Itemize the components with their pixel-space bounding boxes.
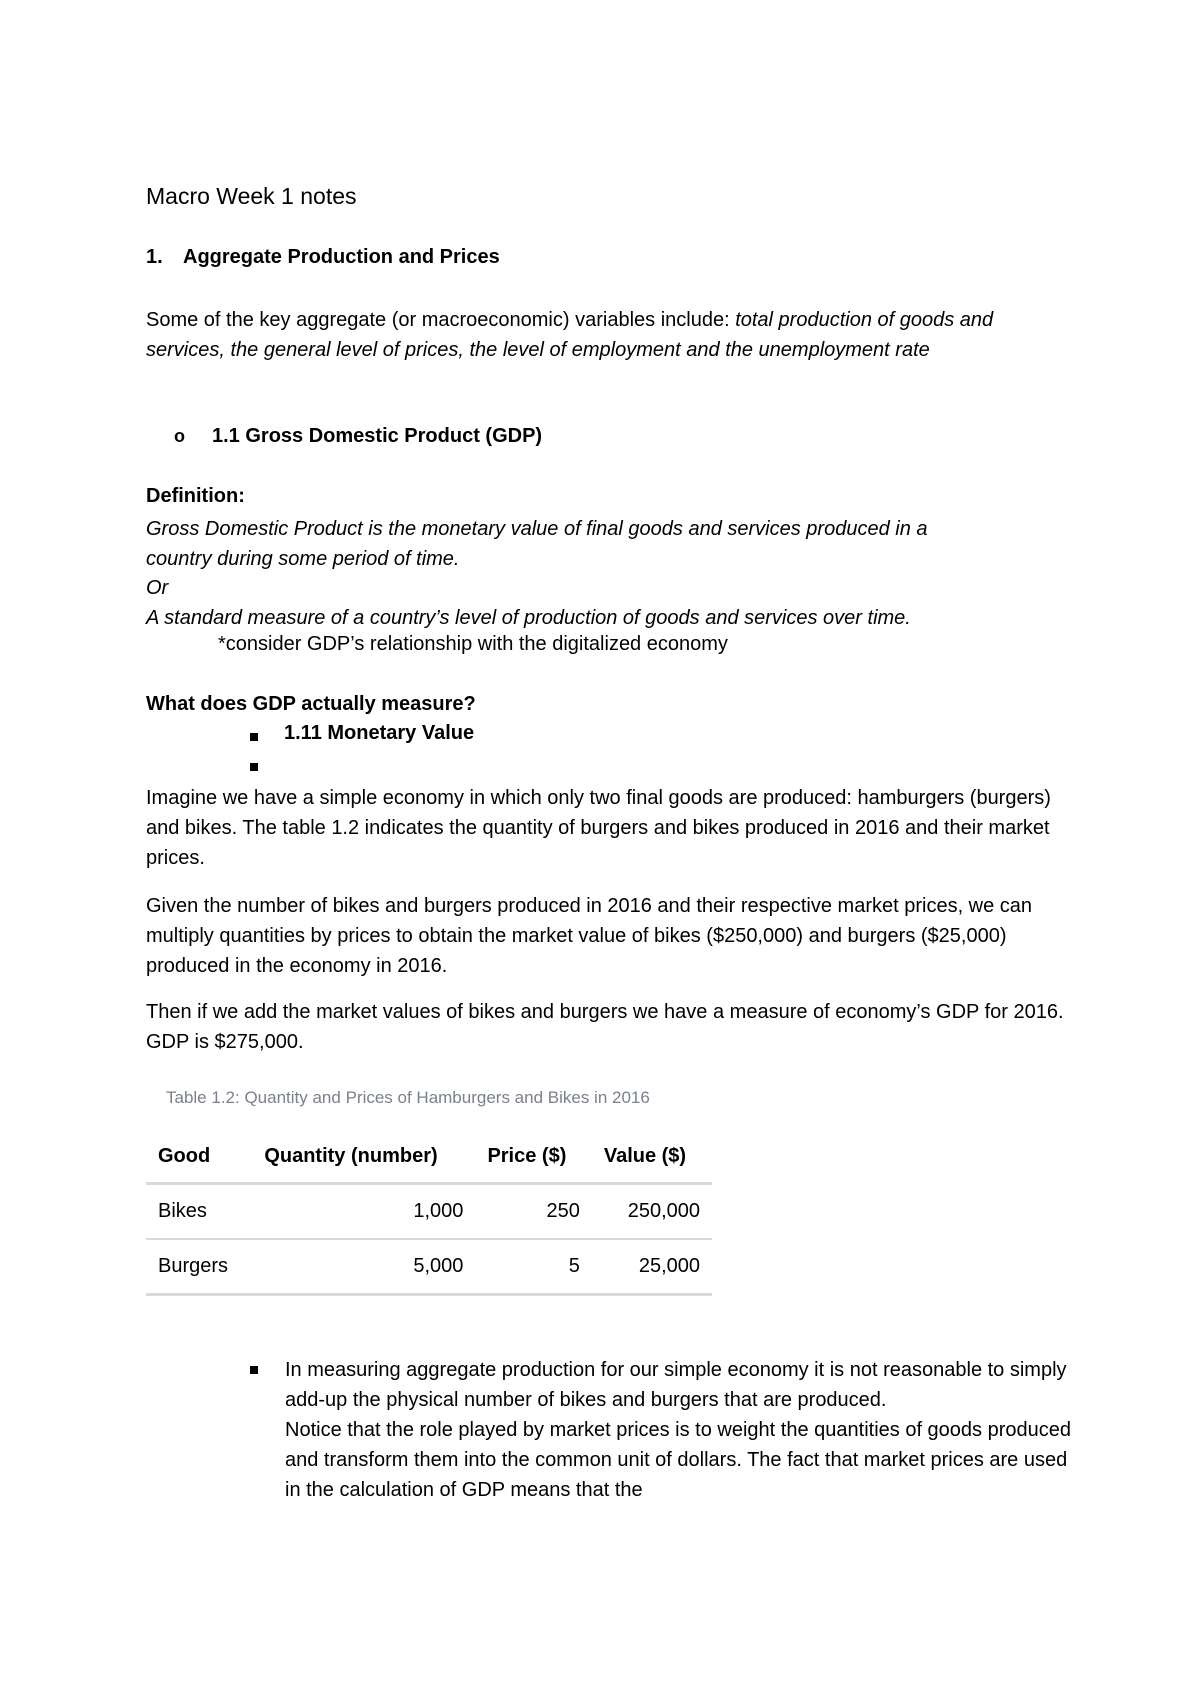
- table-cell: Bikes: [146, 1184, 252, 1240]
- table-cell: 1,000: [252, 1184, 475, 1240]
- section-number: 1.: [146, 246, 163, 268]
- page-title: Macro Week 1 notes: [146, 183, 357, 209]
- section-heading: Aggregate Production and Prices: [183, 246, 500, 268]
- square-bullet-icon: [250, 733, 258, 741]
- table-cell: 25,000: [592, 1239, 712, 1295]
- subsection-heading: 1.1 Gross Domestic Product (GDP): [212, 425, 543, 447]
- column-header: Quantity (number): [252, 1130, 475, 1184]
- table-header-row: [146, 1130, 712, 1184]
- question-heading: What does GDP actually measure?: [146, 693, 476, 715]
- intro-paragraph: [146, 305, 1066, 365]
- intro-lead: Some of the key aggregate (or macroeconomic) variables include:: [146, 309, 736, 331]
- column-header: Price ($): [475, 1130, 591, 1184]
- paragraph: Then if we add the market values of bikes and burgers we have a measure of economy’s GDP for 2016. GDP is $275,000.: [146, 1001, 1064, 1053]
- definition-text: [146, 515, 928, 633]
- paragraph: Given the number of bikes and burgers produced in 2016 and their respective market prices, we can multiply quantities by prices to obtain the market value of bikes ($250,000) and burgers ($25,000) produced in the economy in 2016.: [146, 895, 1033, 977]
- definition-line: Gross Domestic Product is the monetary value of final goods and services produced in a: [146, 518, 928, 540]
- definition-line: A standard measure of a country’s level of production of goods and services over time.: [146, 606, 911, 629]
- bullet-paragraph: [285, 1355, 1085, 1505]
- bullet-text: Notice that the role played by market prices is to weight the quantities of goods produced and transform them into the common unit of dollars. The fact that market prices are used in the calculation of GDP means that the: [285, 1419, 1072, 1501]
- table-cell: 250,000: [592, 1184, 712, 1240]
- table-cell: 5,000: [252, 1239, 475, 1295]
- intro-italic: total production of goods and services, the general level of prices, the level of employment and the unemployment rate: [146, 309, 994, 361]
- paragraph: Imagine we have a simple economy in which only two final goods are produced: hamburgers (burgers) and bikes. The table 1.2 indicates the quantity of burgers and bikes produced in 2016 and their market prices.: [146, 787, 1051, 869]
- bullet-text: In measuring aggregate production for our simple economy it is not reasonable to simply add-up the physical number of bikes and burgers that are produced.: [285, 1359, 1067, 1411]
- definition-line: Or: [146, 577, 169, 599]
- table-cell: 5: [475, 1239, 591, 1295]
- table-row: [146, 1184, 712, 1240]
- data-table: [146, 1130, 712, 1296]
- definition-note: *consider GDP’s relationship with the digitalized economy: [218, 633, 728, 655]
- definition-label: Definition:: [146, 485, 245, 507]
- circle-bullet-icon: o: [174, 426, 185, 446]
- square-bullet-icon: [250, 1366, 258, 1374]
- table-cell: 250: [475, 1184, 591, 1240]
- definition-line: country during some period of time.: [146, 547, 460, 570]
- square-bullet-icon: [250, 763, 258, 771]
- table-cell: Burgers: [146, 1239, 252, 1295]
- column-header: Value ($): [592, 1130, 712, 1184]
- column-header: Good: [146, 1130, 252, 1184]
- table-row: [146, 1239, 712, 1295]
- list-item-monetary-value: 1.11 Monetary Value: [284, 722, 475, 744]
- table-caption: Table 1.2: Quantity and Prices of Hamburgers and Bikes in 2016: [166, 1088, 650, 1107]
